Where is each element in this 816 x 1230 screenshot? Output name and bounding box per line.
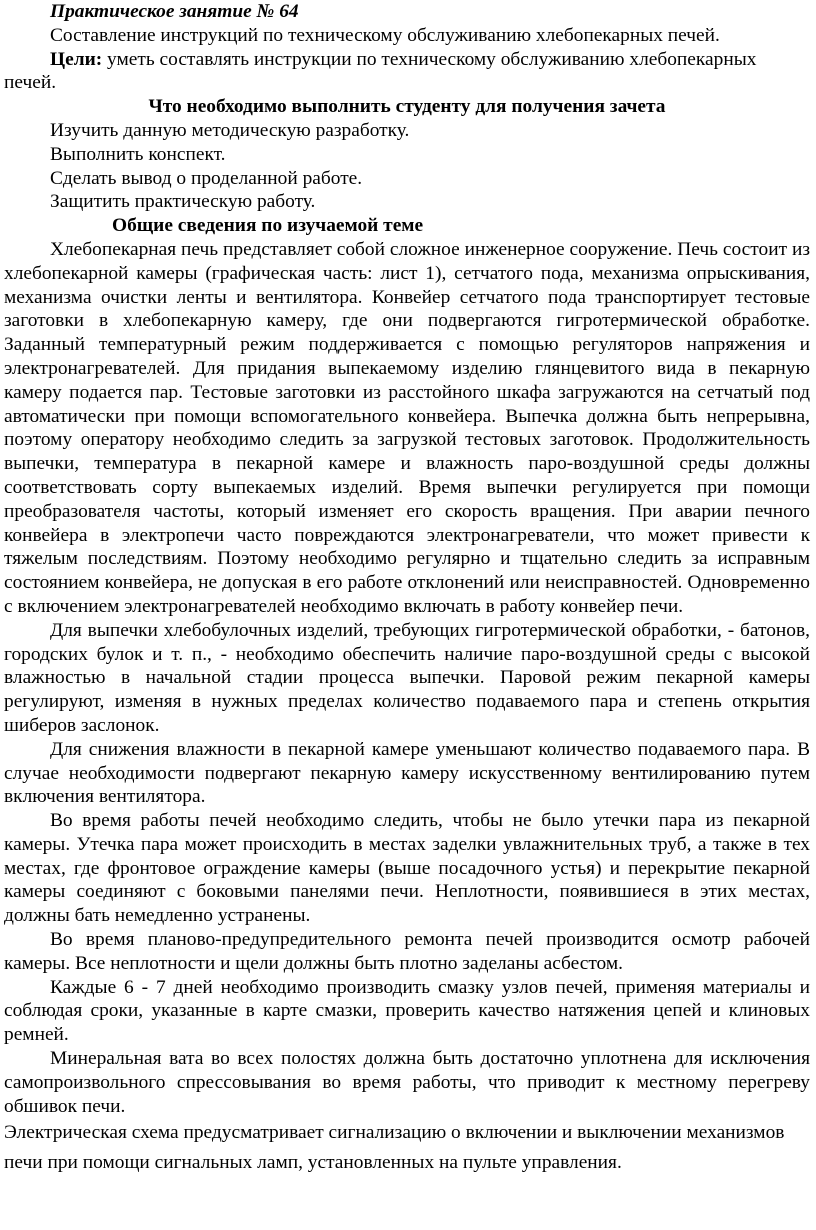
theory-heading: Общие сведения по изучаемой теме xyxy=(112,215,424,237)
closing-paragraph: Электрическая схема предусматривает сигнализацию о включении и выключении механизмов печи при помощи сигнальных ламп, установленных на пульте управления. xyxy=(4,1122,785,1174)
task-item: Выполнить конспект. xyxy=(50,143,226,165)
page-title: Практическое занятие № 64 xyxy=(50,1,299,22)
body-paragraph: Хлебопекарная печь представляет собой сложное инженерное сооружение. Печь состоит из хлебопекарной камеры (графическая часть: лист 1), сетчатого пода, механизма опрыскивания, механизма очистки ленты и вентилятора. Конвейер сетчатого пода транспортирует тестовые заготовки в хлебопекарную камеру, где они подвергаются гигротермической обработке. Заданный температурный режим поддерживается с помощью регуляторов напряжения и электронагревателей. Для придания выпекаемому изделию глянцевитого вида в пекарную камеру подается пар. Тестовые заготовки из расстойного шкафа загружаются на сетчатый под автоматически при помощи вспомогательного конвейера. Выпечка должна быть непрерывна, поэтому оператору необходимо следить за загрузкой тестовых заготовок. Продолжительность выпечки, температура в пекарной камере и влажность паро-воздушной среды должны соответствовать сорту выпекаемых изделий. Время выпечки регулируется при помощи преобразователя частоты, который изменяет его скорость вращения. При аварии печного конвейера в электропечи часто повреждаются электронагреватели, что может привести к тяжелым последствиям. Поэтому необходимо регулярно и тщательно следить за исправным состоянием конвейера, не допуская в его работе отклонений или неисправностей. Одновременно с включением электронагревателей необходимо включать в работу конвейер печи. xyxy=(4,238,810,617)
body-paragraph: Во время работы печей необходимо следить, чтобы не было утечки пара из пекарной камеры. Утечка пара может происходить в местах заделки увлажнительных труб, а также в тех местах, где фронтовое ограждение камеры (выше посадочного устья) и перекрытие пекарной камеры соединяют с боковыми панелями печи. Неплотности, появившиеся в этих местах, должны бать немедленно устранены. xyxy=(4,810,810,927)
body-paragraph: Для снижения влажности в пекарной камере уменьшают количество подаваемого пара. В случае необходимости подвергают пекарную камеру искусственному вентилированию путем включения вентилятора. xyxy=(4,738,810,808)
task-item: Сделать вывод о проделанной работе. xyxy=(50,167,363,189)
topic-line: Составление инструкций по техническому обслуживанию хлебопекарных печей. xyxy=(50,24,720,46)
task-item: Изучить данную методическую разработку. xyxy=(50,119,410,141)
body-paragraph: Каждые 6 - 7 дней необходимо производить смазку узлов печей, применяя материалы и соблюдая сроки, указанные в карте смазки, проверить качество натяжения цепей и клиновых ремней. xyxy=(4,976,810,1046)
goal-label: Цели: xyxy=(50,48,103,70)
goal-paragraph xyxy=(4,48,810,96)
goal-text: уметь составлять инструкции по техническому обслуживанию хлебопекарных печей. xyxy=(4,48,757,94)
body-paragraph: Минеральная вата во всех полостях должна быть достаточно уплотнена для исключения самопроизвольного спрессовывания во время работы, что приводит к местному перегреву обшивок печи. xyxy=(4,1048,810,1117)
tasks-heading: Что необходимо выполнить студенту для получения зачета xyxy=(148,96,666,118)
body-paragraph: Во время планово-предупредительного ремонта печей производится осмотр рабочей камеры. Все неплотности и щели должны быть плотно заделаны асбестом. xyxy=(4,929,810,974)
body-paragraph: Для выпечки хлебобулочных изделий, требующих гигротермической обработки, - батонов, городских булок и т. п., - необходимо обеспечить наличие паро-воздушной среды с высокой влажностью в начальной стадии процесса выпечки. Паровой режим пекарной камеры регулируют, изменяя в нужных пределах количество подаваемого пара и степень открытия шиберов заслонок. xyxy=(4,619,810,736)
task-item: Защитить практическую работу. xyxy=(50,191,316,213)
